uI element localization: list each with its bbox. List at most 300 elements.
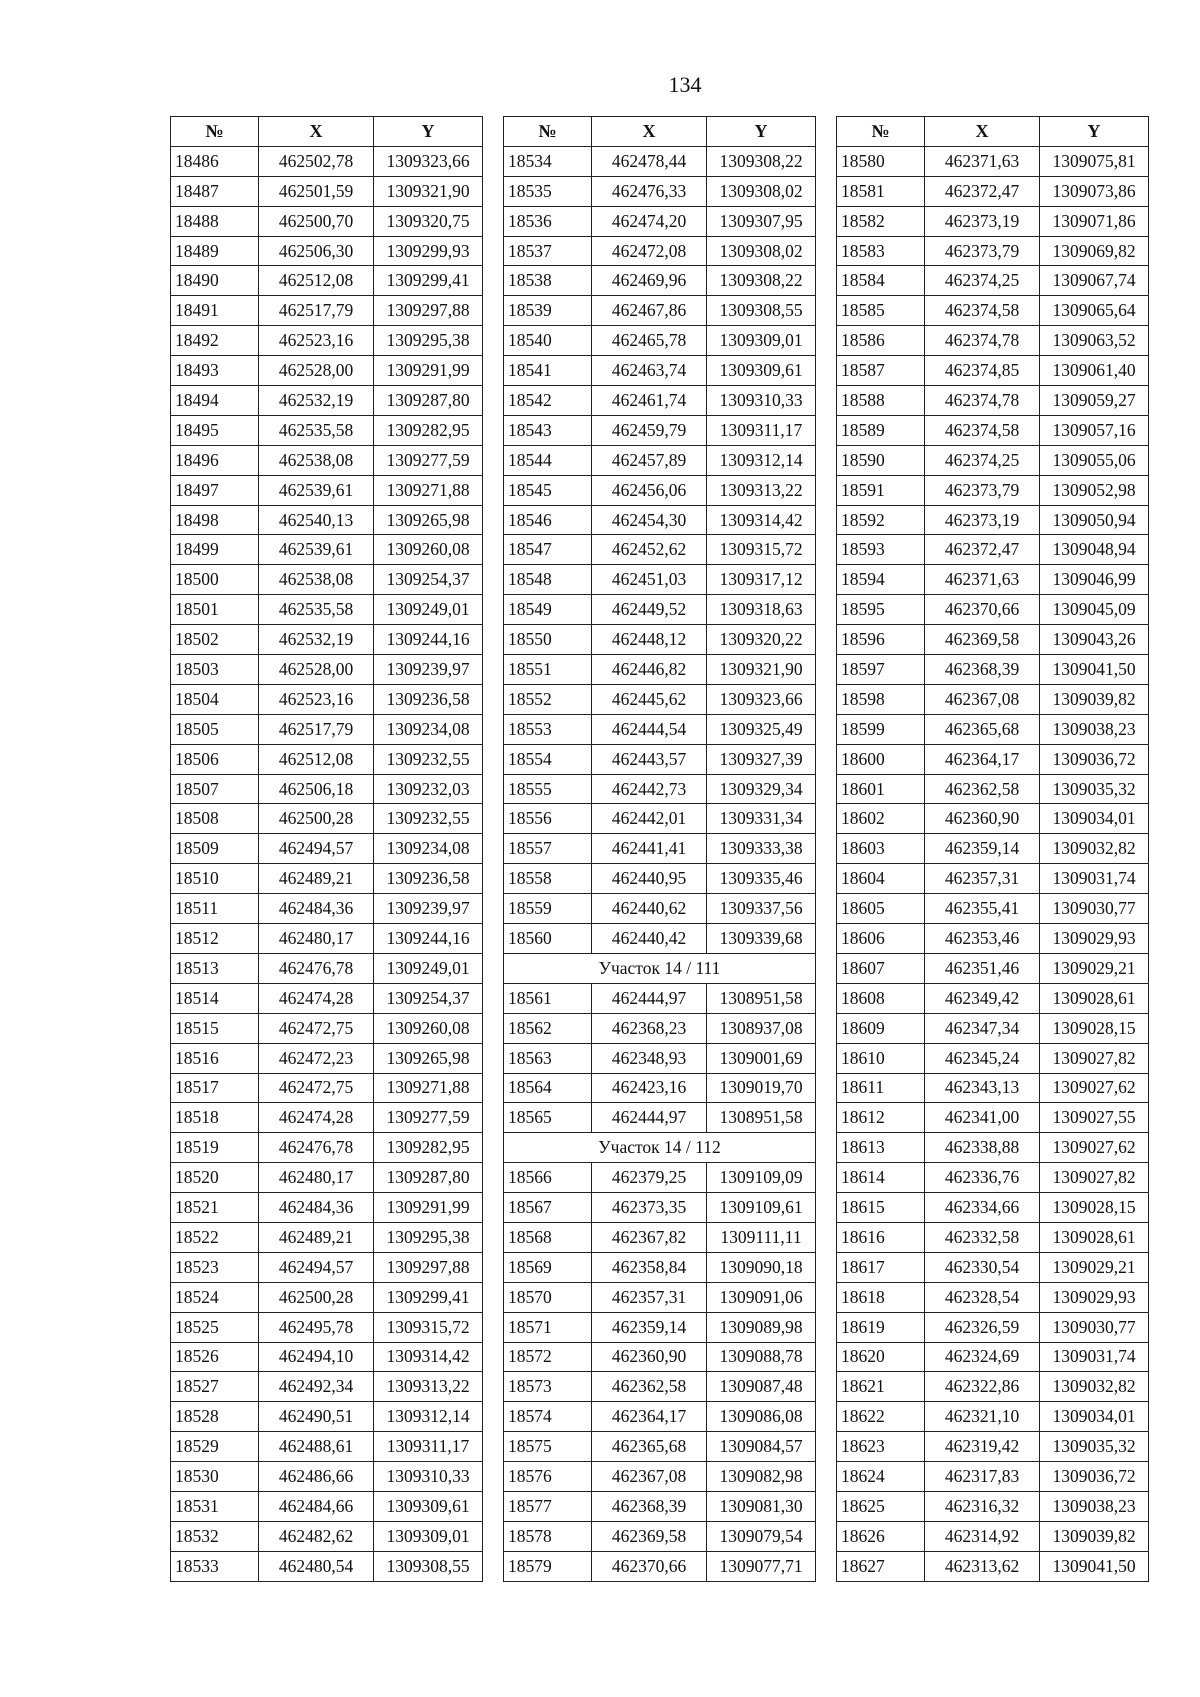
table-row xyxy=(171,1222,483,1252)
y-coordinate-cell: 1309307,95 xyxy=(707,206,816,236)
x-coordinate-cell: 462321,10 xyxy=(925,1402,1040,1432)
point-number-cell: 18578 xyxy=(504,1521,592,1551)
x-coordinate-cell: 462423,16 xyxy=(592,1073,707,1103)
y-coordinate-cell: 1309291,99 xyxy=(374,356,483,386)
x-coordinate-cell: 462535,58 xyxy=(259,415,374,445)
y-coordinate-cell: 1309309,61 xyxy=(707,356,816,386)
point-number-cell: 18563 xyxy=(504,1043,592,1073)
point-number-cell: 18553 xyxy=(504,714,592,744)
table-row xyxy=(837,1193,1149,1223)
page-number: 134 xyxy=(668,72,702,97)
y-coordinate-cell: 1309321,90 xyxy=(374,176,483,206)
point-number-cell: 18565 xyxy=(504,1103,592,1133)
table-row xyxy=(837,1551,1149,1581)
y-coordinate-cell: 1309090,18 xyxy=(707,1252,816,1282)
y-coordinate-cell: 1309027,55 xyxy=(1040,1103,1149,1133)
x-coordinate-cell: 462368,23 xyxy=(592,1013,707,1043)
point-number-cell: 18501 xyxy=(171,595,259,625)
y-coordinate-cell: 1309028,61 xyxy=(1040,1222,1149,1252)
y-coordinate-cell: 1309030,77 xyxy=(1040,894,1149,924)
x-coordinate-cell: 462494,57 xyxy=(259,834,374,864)
table-row xyxy=(837,445,1149,475)
x-coordinate-cell: 462474,28 xyxy=(259,983,374,1013)
table-row xyxy=(171,1342,483,1372)
x-coordinate-cell: 462374,25 xyxy=(925,266,1040,296)
x-coordinate-cell: 462494,57 xyxy=(259,1252,374,1282)
y-coordinate-cell: 1309282,95 xyxy=(374,415,483,445)
y-coordinate-cell: 1309312,14 xyxy=(374,1402,483,1432)
y-coordinate-cell: 1309308,22 xyxy=(707,266,816,296)
x-coordinate-cell: 462351,46 xyxy=(925,953,1040,983)
x-coordinate-cell: 462539,61 xyxy=(259,475,374,505)
point-number-cell: 18510 xyxy=(171,864,259,894)
y-coordinate-cell: 1309027,62 xyxy=(1040,1073,1149,1103)
table-row xyxy=(837,744,1149,774)
table-row xyxy=(837,356,1149,386)
y-coordinate-cell: 1309036,72 xyxy=(1040,1462,1149,1492)
section-title: Участок 14 / 112 xyxy=(504,1133,816,1163)
point-number-cell: 18494 xyxy=(171,386,259,416)
table-row xyxy=(171,1013,483,1043)
x-coordinate-cell: 462528,00 xyxy=(259,655,374,685)
y-coordinate-cell: 1309265,98 xyxy=(374,505,483,535)
y-coordinate-cell: 1309029,21 xyxy=(1040,953,1149,983)
x-coordinate-cell: 462357,31 xyxy=(592,1282,707,1312)
point-number-cell: 18588 xyxy=(837,386,925,416)
point-number-cell: 18587 xyxy=(837,356,925,386)
y-coordinate-cell: 1309041,50 xyxy=(1040,655,1149,685)
x-coordinate-cell: 462463,74 xyxy=(592,356,707,386)
point-number-cell: 18495 xyxy=(171,415,259,445)
y-coordinate-cell: 1309039,82 xyxy=(1040,684,1149,714)
table-row xyxy=(837,1282,1149,1312)
table-row xyxy=(504,356,816,386)
y-coordinate-cell: 1309041,50 xyxy=(1040,1551,1149,1581)
y-coordinate-cell: 1309299,41 xyxy=(374,266,483,296)
x-coordinate-cell: 462326,59 xyxy=(925,1312,1040,1342)
y-coordinate-cell: 1309271,88 xyxy=(374,1073,483,1103)
table-row xyxy=(504,1372,816,1402)
y-coordinate-cell: 1309244,16 xyxy=(374,924,483,954)
table-row xyxy=(504,1252,816,1282)
y-coordinate-cell: 1309019,70 xyxy=(707,1073,816,1103)
y-coordinate-cell: 1309035,32 xyxy=(1040,1432,1149,1462)
table-row xyxy=(837,146,1149,176)
y-coordinate-cell: 1309236,58 xyxy=(374,684,483,714)
point-number-cell: 18594 xyxy=(837,565,925,595)
point-number-cell: 18548 xyxy=(504,565,592,595)
y-coordinate-cell: 1309315,72 xyxy=(374,1312,483,1342)
table-row xyxy=(504,804,816,834)
y-coordinate-cell: 1309254,37 xyxy=(374,983,483,1013)
table-row xyxy=(504,266,816,296)
y-coordinate-cell: 1309055,06 xyxy=(1040,445,1149,475)
x-coordinate-cell: 462313,62 xyxy=(925,1551,1040,1581)
table-row xyxy=(171,1372,483,1402)
y-coordinate-cell: 1309079,54 xyxy=(707,1521,816,1551)
header-y: Y xyxy=(374,117,483,147)
x-coordinate-cell: 462478,44 xyxy=(592,146,707,176)
table-row xyxy=(504,236,816,266)
y-coordinate-cell: 1309059,27 xyxy=(1040,386,1149,416)
point-number-cell: 18611 xyxy=(837,1073,925,1103)
x-coordinate-cell: 462364,17 xyxy=(592,1402,707,1432)
table-row xyxy=(837,1372,1149,1402)
table-row xyxy=(504,565,816,595)
x-coordinate-cell: 462489,21 xyxy=(259,864,374,894)
x-coordinate-cell: 462364,17 xyxy=(925,744,1040,774)
table-row xyxy=(171,505,483,535)
y-coordinate-cell: 1309297,88 xyxy=(374,1252,483,1282)
table-row xyxy=(837,1491,1149,1521)
x-coordinate-cell: 462459,79 xyxy=(592,415,707,445)
table-row xyxy=(837,236,1149,266)
y-coordinate-cell: 1309031,74 xyxy=(1040,864,1149,894)
y-coordinate-cell: 1309335,46 xyxy=(707,864,816,894)
table-row xyxy=(171,804,483,834)
table-row xyxy=(171,1282,483,1312)
y-coordinate-cell: 1309034,01 xyxy=(1040,804,1149,834)
x-coordinate-cell: 462539,61 xyxy=(259,535,374,565)
table-row xyxy=(171,1491,483,1521)
point-number-cell: 18520 xyxy=(171,1163,259,1193)
header-y: Y xyxy=(1040,117,1149,147)
point-number-cell: 18584 xyxy=(837,266,925,296)
table-row xyxy=(837,296,1149,326)
point-number-cell: 18621 xyxy=(837,1372,925,1402)
point-number-cell: 18615 xyxy=(837,1193,925,1223)
point-number-cell: 18540 xyxy=(504,326,592,356)
y-coordinate-cell: 1309027,82 xyxy=(1040,1163,1149,1193)
x-coordinate-cell: 462444,97 xyxy=(592,1103,707,1133)
y-coordinate-cell: 1309315,72 xyxy=(707,535,816,565)
y-coordinate-cell: 1309109,61 xyxy=(707,1193,816,1223)
point-number-cell: 18536 xyxy=(504,206,592,236)
table-row xyxy=(171,834,483,864)
point-number-cell: 18528 xyxy=(171,1402,259,1432)
table-row xyxy=(504,655,816,685)
x-coordinate-cell: 462367,82 xyxy=(592,1222,707,1252)
y-coordinate-cell: 1309038,23 xyxy=(1040,1491,1149,1521)
table-row xyxy=(171,864,483,894)
y-coordinate-cell: 1309310,33 xyxy=(374,1462,483,1492)
table-row xyxy=(504,924,816,954)
x-coordinate-cell: 462465,78 xyxy=(592,326,707,356)
table-row xyxy=(504,595,816,625)
table-row xyxy=(504,1193,816,1223)
table-row xyxy=(504,326,816,356)
point-number-cell: 18599 xyxy=(837,714,925,744)
table-row xyxy=(504,1043,816,1073)
x-coordinate-cell: 462500,28 xyxy=(259,804,374,834)
y-coordinate-cell: 1309087,48 xyxy=(707,1372,816,1402)
coordinates-table-2 xyxy=(503,116,816,1582)
x-coordinate-cell: 462373,79 xyxy=(925,236,1040,266)
x-coordinate-cell: 462472,08 xyxy=(592,236,707,266)
x-coordinate-cell: 462367,08 xyxy=(925,684,1040,714)
point-number-cell: 18608 xyxy=(837,983,925,1013)
x-coordinate-cell: 462371,63 xyxy=(925,565,1040,595)
y-coordinate-cell: 1309065,64 xyxy=(1040,296,1149,326)
point-number-cell: 18583 xyxy=(837,236,925,266)
table-row xyxy=(837,1342,1149,1372)
x-coordinate-cell: 462373,79 xyxy=(925,475,1040,505)
x-coordinate-cell: 462328,54 xyxy=(925,1282,1040,1312)
x-coordinate-cell: 462535,58 xyxy=(259,595,374,625)
point-number-cell: 18602 xyxy=(837,804,925,834)
x-coordinate-cell: 462486,66 xyxy=(259,1462,374,1492)
x-coordinate-cell: 462370,66 xyxy=(592,1551,707,1581)
y-coordinate-cell: 1309309,01 xyxy=(374,1521,483,1551)
table-row xyxy=(171,326,483,356)
x-coordinate-cell: 462440,62 xyxy=(592,894,707,924)
table-row xyxy=(171,296,483,326)
y-coordinate-cell: 1309032,82 xyxy=(1040,1372,1149,1402)
point-number-cell: 18607 xyxy=(837,953,925,983)
table-row xyxy=(504,744,816,774)
table-row xyxy=(504,1312,816,1342)
table-row xyxy=(171,953,483,983)
point-number-cell: 18530 xyxy=(171,1462,259,1492)
point-number-cell: 18503 xyxy=(171,655,259,685)
header-number: № xyxy=(837,117,925,147)
table-row xyxy=(837,1462,1149,1492)
y-coordinate-cell: 1309081,30 xyxy=(707,1491,816,1521)
x-coordinate-cell: 462368,39 xyxy=(925,655,1040,685)
table-row xyxy=(837,595,1149,625)
point-number-cell: 18573 xyxy=(504,1372,592,1402)
x-coordinate-cell: 462379,25 xyxy=(592,1163,707,1193)
point-number-cell: 18496 xyxy=(171,445,259,475)
x-coordinate-cell: 462490,51 xyxy=(259,1402,374,1432)
x-coordinate-cell: 462517,79 xyxy=(259,714,374,744)
x-coordinate-cell: 462441,41 xyxy=(592,834,707,864)
x-coordinate-cell: 462368,39 xyxy=(592,1491,707,1521)
point-number-cell: 18493 xyxy=(171,356,259,386)
x-coordinate-cell: 462472,23 xyxy=(259,1043,374,1073)
x-coordinate-cell: 462500,28 xyxy=(259,1282,374,1312)
y-coordinate-cell: 1309249,01 xyxy=(374,953,483,983)
y-coordinate-cell: 1309236,58 xyxy=(374,864,483,894)
y-coordinate-cell: 1309232,03 xyxy=(374,774,483,804)
point-number-cell: 18576 xyxy=(504,1462,592,1492)
y-coordinate-cell: 1309260,08 xyxy=(374,535,483,565)
x-coordinate-cell: 462538,08 xyxy=(259,565,374,595)
x-coordinate-cell: 462358,84 xyxy=(592,1252,707,1282)
table-row xyxy=(504,1521,816,1551)
point-number-cell: 18534 xyxy=(504,146,592,176)
table-row xyxy=(171,1462,483,1492)
x-coordinate-cell: 462442,01 xyxy=(592,804,707,834)
point-number-cell: 18549 xyxy=(504,595,592,625)
table-row xyxy=(837,386,1149,416)
point-number-cell: 18527 xyxy=(171,1372,259,1402)
table-row xyxy=(504,1462,816,1492)
point-number-cell: 18582 xyxy=(837,206,925,236)
point-number-cell: 18508 xyxy=(171,804,259,834)
point-number-cell: 18579 xyxy=(504,1551,592,1581)
y-coordinate-cell: 1309309,61 xyxy=(374,1491,483,1521)
table-row xyxy=(837,1402,1149,1432)
point-number-cell: 18491 xyxy=(171,296,259,326)
table-row xyxy=(504,1282,816,1312)
point-number-cell: 18626 xyxy=(837,1521,925,1551)
y-coordinate-cell: 1309254,37 xyxy=(374,565,483,595)
table-row xyxy=(504,1491,816,1521)
x-coordinate-cell: 462469,96 xyxy=(592,266,707,296)
table-row xyxy=(171,1073,483,1103)
x-coordinate-cell: 462476,78 xyxy=(259,953,374,983)
y-coordinate-cell: 1309323,66 xyxy=(707,684,816,714)
table-row xyxy=(837,505,1149,535)
table-row xyxy=(504,1551,816,1581)
y-coordinate-cell: 1309027,82 xyxy=(1040,1043,1149,1073)
table-row xyxy=(171,894,483,924)
x-coordinate-cell: 462371,63 xyxy=(925,146,1040,176)
point-number-cell: 18546 xyxy=(504,505,592,535)
x-coordinate-cell: 462343,13 xyxy=(925,1073,1040,1103)
y-coordinate-cell: 1309075,81 xyxy=(1040,146,1149,176)
y-coordinate-cell: 1309038,23 xyxy=(1040,714,1149,744)
y-coordinate-cell: 1309333,38 xyxy=(707,834,816,864)
x-coordinate-cell: 462457,89 xyxy=(592,445,707,475)
y-coordinate-cell: 1309035,32 xyxy=(1040,774,1149,804)
y-coordinate-cell: 1309029,93 xyxy=(1040,924,1149,954)
point-number-cell: 18518 xyxy=(171,1103,259,1133)
table-row xyxy=(837,684,1149,714)
x-coordinate-cell: 462528,00 xyxy=(259,356,374,386)
y-coordinate-cell: 1309339,68 xyxy=(707,924,816,954)
table-row xyxy=(504,386,816,416)
x-coordinate-cell: 462314,92 xyxy=(925,1521,1040,1551)
x-coordinate-cell: 462322,86 xyxy=(925,1372,1040,1402)
point-number-cell: 18613 xyxy=(837,1133,925,1163)
table-row xyxy=(504,146,816,176)
x-coordinate-cell: 462484,66 xyxy=(259,1491,374,1521)
y-coordinate-cell: 1309310,33 xyxy=(707,386,816,416)
point-number-cell: 18622 xyxy=(837,1402,925,1432)
y-coordinate-cell: 1308937,08 xyxy=(707,1013,816,1043)
y-coordinate-cell: 1309311,17 xyxy=(374,1432,483,1462)
point-number-cell: 18506 xyxy=(171,744,259,774)
y-coordinate-cell: 1309088,78 xyxy=(707,1342,816,1372)
y-coordinate-cell: 1309325,49 xyxy=(707,714,816,744)
x-coordinate-cell: 462374,58 xyxy=(925,415,1040,445)
y-coordinate-cell: 1309282,95 xyxy=(374,1133,483,1163)
x-coordinate-cell: 462540,13 xyxy=(259,505,374,535)
x-coordinate-cell: 462532,19 xyxy=(259,386,374,416)
point-number-cell: 18600 xyxy=(837,744,925,774)
x-coordinate-cell: 462492,34 xyxy=(259,1372,374,1402)
y-coordinate-cell: 1309082,98 xyxy=(707,1462,816,1492)
x-coordinate-cell: 462467,86 xyxy=(592,296,707,326)
point-number-cell: 18507 xyxy=(171,774,259,804)
coordinates-table-3 xyxy=(836,116,1149,1582)
point-number-cell: 18511 xyxy=(171,894,259,924)
section-row xyxy=(504,1133,816,1163)
point-number-cell: 18592 xyxy=(837,505,925,535)
y-coordinate-cell: 1309111,11 xyxy=(707,1222,816,1252)
header-row xyxy=(837,117,1149,147)
point-number-cell: 18604 xyxy=(837,864,925,894)
table-row xyxy=(837,804,1149,834)
table-row xyxy=(504,1402,816,1432)
point-number-cell: 18526 xyxy=(171,1342,259,1372)
point-number-cell: 18504 xyxy=(171,684,259,714)
table-row xyxy=(171,386,483,416)
y-coordinate-cell: 1309295,38 xyxy=(374,1222,483,1252)
point-number-cell: 18535 xyxy=(504,176,592,206)
table-row xyxy=(837,266,1149,296)
x-coordinate-cell: 462324,69 xyxy=(925,1342,1040,1372)
table-row xyxy=(171,744,483,774)
point-number-cell: 18564 xyxy=(504,1073,592,1103)
point-number-cell: 18589 xyxy=(837,415,925,445)
x-coordinate-cell: 462480,54 xyxy=(259,1551,374,1581)
table-row xyxy=(837,206,1149,236)
y-coordinate-cell: 1309045,09 xyxy=(1040,595,1149,625)
header-number: № xyxy=(504,117,592,147)
point-number-cell: 18539 xyxy=(504,296,592,326)
point-number-cell: 18533 xyxy=(171,1551,259,1581)
x-coordinate-cell: 462373,35 xyxy=(592,1193,707,1223)
x-coordinate-cell: 462476,78 xyxy=(259,1133,374,1163)
table-row xyxy=(837,1043,1149,1073)
point-number-cell: 18557 xyxy=(504,834,592,864)
y-coordinate-cell: 1309309,01 xyxy=(707,326,816,356)
table-row xyxy=(837,1103,1149,1133)
point-number-cell: 18624 xyxy=(837,1462,925,1492)
point-number-cell: 18550 xyxy=(504,625,592,655)
y-coordinate-cell: 1309043,26 xyxy=(1040,625,1149,655)
point-number-cell: 18618 xyxy=(837,1282,925,1312)
y-coordinate-cell: 1309234,08 xyxy=(374,714,483,744)
table-row xyxy=(171,1133,483,1163)
y-coordinate-cell: 1309277,59 xyxy=(374,445,483,475)
point-number-cell: 18595 xyxy=(837,595,925,625)
coordinates-table-1 xyxy=(170,116,483,1582)
table-row xyxy=(171,415,483,445)
point-number-cell: 18502 xyxy=(171,625,259,655)
table-row xyxy=(837,983,1149,1013)
y-coordinate-cell: 1309069,82 xyxy=(1040,236,1149,266)
table-row xyxy=(171,266,483,296)
x-coordinate-cell: 462374,58 xyxy=(925,296,1040,326)
x-coordinate-cell: 462489,21 xyxy=(259,1222,374,1252)
table-row xyxy=(171,1312,483,1342)
x-coordinate-cell: 462512,08 xyxy=(259,266,374,296)
point-number-cell: 18566 xyxy=(504,1163,592,1193)
x-coordinate-cell: 462374,85 xyxy=(925,356,1040,386)
x-coordinate-cell: 462334,66 xyxy=(925,1193,1040,1223)
table-row xyxy=(504,1013,816,1043)
x-coordinate-cell: 462330,54 xyxy=(925,1252,1040,1282)
table-row xyxy=(504,1432,816,1462)
x-coordinate-cell: 462341,00 xyxy=(925,1103,1040,1133)
table-row xyxy=(837,535,1149,565)
table-row xyxy=(504,625,816,655)
table-row xyxy=(837,714,1149,744)
table-row xyxy=(504,1342,816,1372)
point-number-cell: 18620 xyxy=(837,1342,925,1372)
point-number-cell: 18586 xyxy=(837,326,925,356)
table-row xyxy=(837,625,1149,655)
table-row xyxy=(171,595,483,625)
header-x: X xyxy=(259,117,374,147)
y-coordinate-cell: 1309323,66 xyxy=(374,146,483,176)
table-row xyxy=(837,1222,1149,1252)
x-coordinate-cell: 462495,78 xyxy=(259,1312,374,1342)
